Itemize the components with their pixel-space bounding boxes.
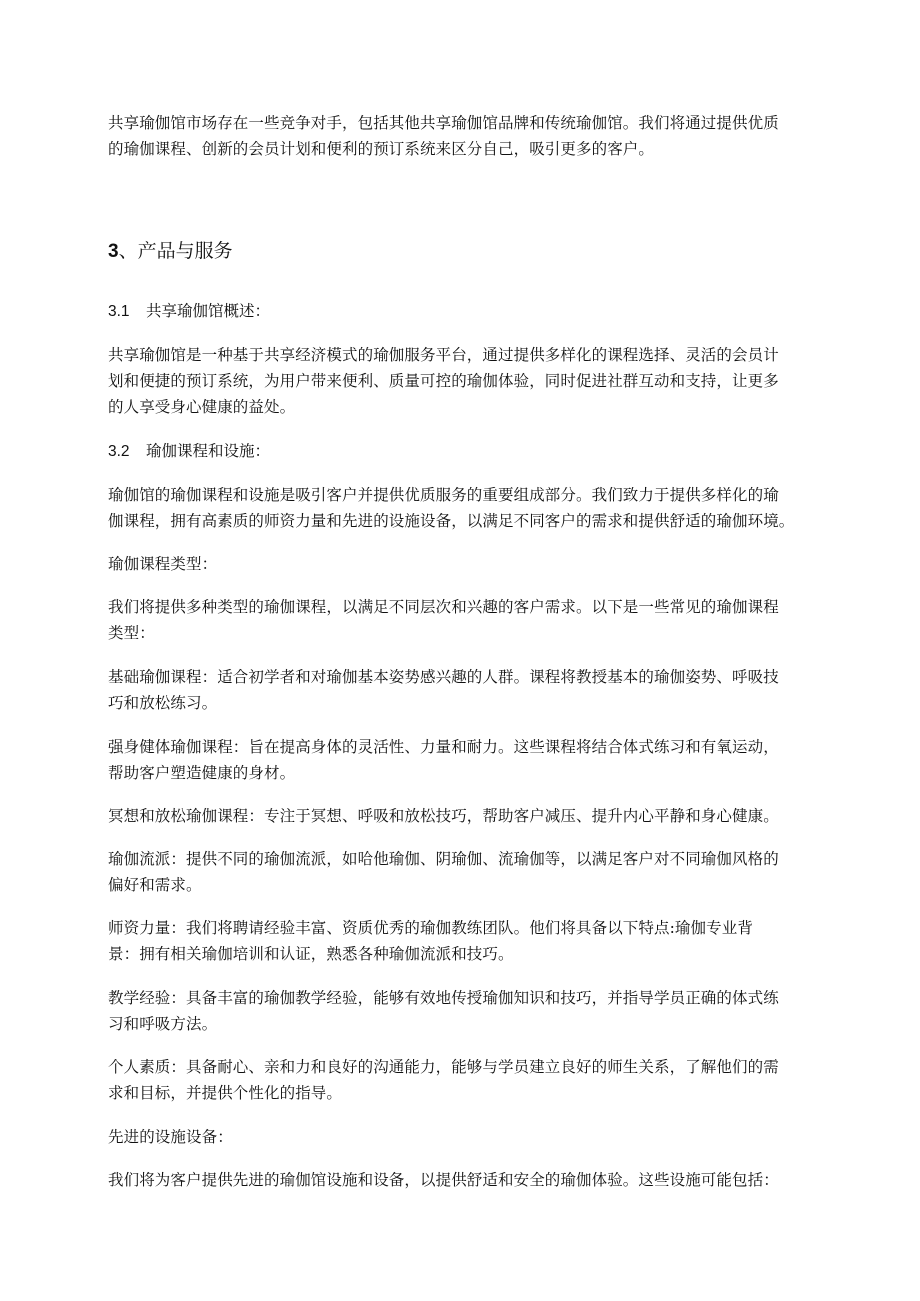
- text-line: 伽课程，拥有高素质的师资力量和先进的设施设备，以满足不同客户的需求和提供舒适的瑜伽环境。: [108, 512, 795, 530]
- text-line: 我们将提供多种类型的瑜伽课程，以满足不同层次和兴趣的客户需求。以下是一些常见的瑜伽课程: [108, 598, 779, 616]
- text-line: 师资力量：我们将聘请经验丰富、资质优秀的瑜伽教练团队。他们将具备以下特点:瑜伽专业背: [108, 919, 753, 937]
- course-types-intro-paragraph: [108, 594, 846, 646]
- text-line: 强身健体瑜伽课程：旨在提高身体的灵活性、力量和耐力。这些课程将结合体式练习和有氧运动，: [108, 738, 779, 756]
- courses-facilities-paragraph: [108, 482, 846, 534]
- subsection-3-1-heading: [108, 298, 270, 325]
- facilities-label: 先进的设施设备：: [108, 1128, 233, 1146]
- text-line: 求和目标，并提供个性化的指导。: [108, 1084, 343, 1102]
- text-line: 的人享受身心健康的益处。: [108, 398, 296, 416]
- overview-paragraph: [108, 342, 846, 420]
- strength-course-paragraph: [108, 734, 846, 786]
- text-line: 巧和放松练习。: [108, 694, 218, 712]
- basic-course-paragraph: [108, 664, 846, 716]
- text-line: 的瑜伽课程、创新的会员计划和便利的预订系统来区分自己，吸引更多的客户。: [108, 140, 655, 158]
- section-3-number: 3: [108, 241, 119, 262]
- course-types-label: 瑜伽课程类型：: [108, 555, 218, 573]
- text-line: 个人素质：具备耐心、亲和力和良好的沟通能力，能够与学员建立良好的师生关系，了解他们的需: [108, 1058, 779, 1076]
- teaching-experience-paragraph: [108, 985, 846, 1037]
- text-line: 共享瑜伽馆是一种基于共享经济模式的瑜伽服务平台，通过提供多样化的课程选择、灵活的会员计: [108, 346, 779, 364]
- text-line: 习和呼吸方法。: [108, 1015, 218, 1033]
- text-line: 基础瑜伽课程：适合初学者和对瑜伽基本姿势感兴趣的人群。课程将教授基本的瑜伽姿势、呼吸技: [108, 668, 779, 686]
- facilities-intro-paragraph: [108, 1167, 846, 1193]
- section-3-title: 、产品与服务: [118, 240, 233, 262]
- subsection-3-1-number: 3.1: [108, 303, 130, 320]
- text-line: 划和便捷的预订系统，为用户带来便利、质量可控的瑜伽体验，同时促进社群互动和支持，让更多: [108, 372, 779, 390]
- subsection-3-1-title: 共享瑜伽馆概述：: [146, 302, 271, 320]
- section-3-heading: [108, 238, 233, 265]
- intro-paragraph: [108, 110, 846, 162]
- text-line: 偏好和需求。: [108, 876, 202, 894]
- text-line: 瑜伽流派：提供不同的瑜伽流派，如哈他瑜伽、阴瑜伽、流瑜伽等，以满足客户对不同瑜伽风格的: [108, 850, 779, 868]
- text-line: 我们将为客户提供先进的瑜伽馆设施和设备，以提供舒适和安全的瑜伽体验。这些设施可能包括：: [108, 1171, 779, 1189]
- subsection-3-2-heading: [108, 438, 270, 465]
- subsection-3-2-title: 瑜伽课程和设施：: [146, 442, 271, 460]
- text-line: 教学经验：具备丰富的瑜伽教学经验，能够有效地传授瑜伽知识和技巧，并指导学员正确的体式练: [108, 989, 779, 1007]
- text-line: 冥想和放松瑜伽课程：专注于冥想、呼吸和放松技巧，帮助客户减压、提升内心平静和身心健康。: [108, 807, 779, 825]
- text-line: 景：拥有相关瑜伽培训和认证，熟悉各种瑜伽流派和技巧。: [108, 945, 514, 963]
- yoga-styles-paragraph: [108, 846, 846, 898]
- text-line: 瑜伽馆的瑜伽课程和设施是吸引客户并提供优质服务的重要组成部分。我们致力于提供多样化的瑜: [108, 486, 779, 504]
- text-line: 类型：: [108, 624, 155, 642]
- meditation-course-paragraph: [108, 803, 846, 829]
- personal-quality-paragraph: [108, 1054, 846, 1106]
- text-line: 共享瑜伽馆市场存在一些竞争对手，包括其他共享瑜伽馆品牌和传统瑜伽馆。我们将通过提供优质: [108, 114, 779, 132]
- teachers-paragraph: [108, 915, 846, 967]
- subsection-3-2-number: 3.2: [108, 443, 130, 460]
- text-line: 帮助客户塑造健康的身材。: [108, 764, 296, 782]
